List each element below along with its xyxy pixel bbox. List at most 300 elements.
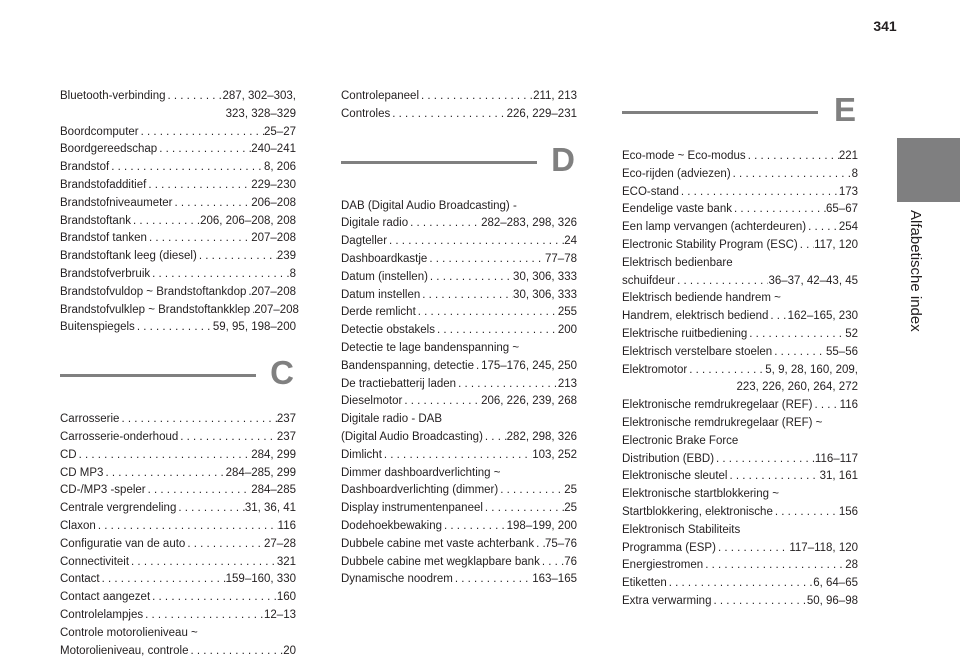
dot-leader	[129, 554, 277, 572]
index-row	[60, 482, 296, 500]
index-entry	[341, 500, 577, 518]
index-entry	[622, 166, 858, 184]
index-entry	[622, 255, 858, 291]
chapter-side-label: Alfabetische index	[907, 210, 924, 332]
dot-leader	[428, 269, 513, 287]
index-term: Elektronische remdrukregelaar (REF) ~	[622, 416, 823, 429]
index-entry	[60, 284, 296, 302]
index-entry	[622, 237, 858, 255]
index-entry	[622, 201, 858, 219]
index-term: Display instrumentenpaneel	[341, 502, 483, 515]
index-row	[341, 518, 577, 536]
index-term: CD-/MP3 -speler	[60, 484, 146, 497]
dot-leader	[420, 287, 513, 305]
index-page-refs: 27–28	[264, 537, 296, 550]
dot-leader	[456, 376, 558, 394]
dot-leader	[103, 465, 225, 483]
dot-leader	[185, 536, 264, 554]
index-term: Brandstofvulklep ~ Brandstoftankklep	[60, 303, 251, 316]
dot-leader	[732, 201, 826, 219]
dot-leader	[812, 397, 839, 415]
dot-leader	[773, 504, 839, 522]
index-term: Carrosserie	[60, 413, 120, 426]
dot-leader	[675, 273, 768, 291]
index-entry	[60, 159, 296, 177]
dot-leader	[197, 248, 277, 266]
dot-leader	[483, 500, 564, 518]
index-term: Dodehoekbewaking	[341, 519, 443, 532]
index-row	[622, 326, 858, 344]
index-page-refs: 206, 206–208, 208	[200, 214, 296, 227]
index-column-1	[60, 88, 299, 660]
index-entry	[341, 251, 577, 269]
index-page-refs: 282–283, 298, 326	[481, 217, 577, 230]
index-term: Controlelampjes	[60, 608, 144, 621]
index-entry	[60, 607, 296, 625]
index-entry	[622, 290, 858, 326]
index-entry	[622, 486, 858, 522]
index-page-refs: 77–78	[545, 252, 577, 265]
index-term: Elektrisch verstelbare stoelen	[622, 345, 773, 358]
index-term: Buitenspiegels	[60, 321, 135, 334]
index-term: Brandstof tanken	[60, 232, 147, 245]
index-term: Elektronisch Stabiliteits	[622, 523, 741, 536]
index-row	[622, 451, 858, 469]
dot-leader	[483, 429, 507, 447]
index-page-refs: 240–241	[251, 143, 296, 156]
index-page-refs: 75–76	[545, 537, 577, 550]
index-row	[60, 141, 296, 159]
index-term: Bluetooth-verbinding	[60, 90, 166, 102]
dot-leader	[408, 215, 481, 233]
section-divider	[341, 161, 537, 164]
index-term: Claxon	[60, 519, 96, 532]
index-term: Motorolieniveau, controle	[60, 644, 189, 657]
index-entry	[60, 589, 296, 607]
index-term: Elektromotor	[622, 363, 688, 376]
index-row	[622, 273, 858, 291]
index-entry	[341, 233, 577, 251]
dot-leader	[119, 411, 276, 429]
dot-leader	[390, 106, 506, 124]
index-page-refs: 239	[276, 250, 296, 263]
index-entry	[60, 554, 296, 572]
index-page-refs: 5, 9, 28, 160, 209,	[765, 363, 858, 376]
index-row	[60, 500, 296, 518]
index-page-refs: 28	[845, 559, 858, 572]
index-row	[341, 376, 577, 394]
index-row	[60, 284, 296, 302]
index-row	[341, 447, 577, 465]
index-term: CD MP3	[60, 466, 104, 479]
index-term: Startblokkering, elektronische	[622, 505, 773, 518]
page-number: 341	[873, 18, 897, 34]
index-term: Brandstofniveaumeter	[60, 196, 173, 209]
index-row	[341, 304, 577, 322]
index-row	[341, 554, 577, 572]
index-page-refs: 20	[283, 644, 296, 657]
index-term: Elektronische remdrukregelaar (REF)	[622, 399, 813, 412]
index-page-refs: 59, 95, 198–200	[212, 321, 296, 334]
index-term: Brandstofvuldop ~ Brandstoftankdop	[60, 285, 247, 298]
index-page-refs: 284, 299	[251, 448, 296, 461]
index-term: Brandstoftank leeg (diesel)	[60, 250, 197, 263]
index-entry	[60, 195, 296, 213]
index-term: Energiestromen	[622, 559, 704, 572]
index-term: Controles	[341, 107, 391, 120]
index-row	[622, 593, 858, 611]
index-page-refs: 55–56	[826, 345, 858, 358]
index-page-refs: 8	[289, 267, 296, 280]
index-entry	[341, 322, 577, 340]
index-entry	[622, 326, 858, 344]
index-row	[622, 184, 858, 202]
index-entry	[622, 415, 858, 468]
index-row	[341, 571, 577, 589]
dot-leader	[474, 358, 481, 376]
index-row	[622, 344, 858, 362]
index-row	[60, 411, 296, 429]
dot-leader	[419, 88, 533, 106]
index-page-refs: 65–67	[826, 203, 858, 216]
section-header	[622, 88, 858, 142]
index-term: Eco-mode ~ Eco-modus	[622, 150, 746, 162]
index-page-refs: 25	[564, 502, 577, 515]
index-page-refs: 287, 302–303,	[222, 90, 296, 102]
index-entry	[60, 411, 296, 429]
section-letter: C	[270, 354, 294, 392]
dot-leader	[453, 571, 532, 589]
index-term: Elektrisch bedienbare	[622, 256, 733, 269]
index-page-refs: 198–199, 200	[506, 519, 577, 532]
index-page-refs: 255	[557, 306, 577, 319]
dot-leader	[806, 219, 839, 237]
index-row	[341, 215, 577, 233]
dot-leader	[534, 536, 545, 554]
dot-leader	[147, 230, 251, 248]
index-entry	[341, 287, 577, 305]
index-term: Dimmer dashboardverlichting ~	[341, 466, 501, 479]
index-entry	[60, 248, 296, 266]
dot-leader	[189, 643, 284, 660]
index-column-3	[622, 88, 858, 611]
dot-leader	[687, 362, 765, 380]
index-term: Elektronische startblokkering ~	[622, 488, 779, 501]
index-row	[60, 589, 296, 607]
index-term: Brandstofadditief	[60, 178, 147, 191]
index-entry	[60, 124, 296, 142]
dot-leader	[498, 482, 564, 500]
index-term: Brandstof	[60, 161, 110, 174]
index-entry	[60, 141, 296, 159]
index-entry	[341, 393, 577, 411]
index-term: Handrem, elektrisch bediend	[622, 310, 769, 323]
index-term: Detectie obstakels	[341, 324, 435, 337]
index-term: Dubbele cabine met vaste achterbank	[341, 537, 535, 550]
index-entry	[341, 304, 577, 322]
index-term: Eendelige vaste bank	[622, 203, 732, 216]
index-page-refs: 207–208	[251, 285, 296, 298]
index-term: Electronic Stability Program (ESC)	[622, 238, 798, 251]
index-row	[622, 201, 858, 219]
index-term: Datum (instellen)	[341, 270, 428, 283]
dot-leader	[135, 319, 213, 337]
index-term: Controle motorolieniveau ~	[60, 626, 198, 639]
index-entry	[622, 575, 858, 593]
index-page-refs: 226, 229–231	[506, 107, 577, 120]
index-page-refs: 117, 120	[814, 238, 858, 251]
index-entry	[60, 429, 296, 447]
index-row	[622, 557, 858, 575]
index-page-refs: 25	[564, 484, 577, 497]
index-row	[341, 88, 577, 106]
index-term: Eco-rijden (adviezen)	[622, 167, 731, 180]
index-row	[341, 269, 577, 287]
index-term: Detectie te lage bandenspanning ~	[341, 341, 520, 354]
index-entry	[60, 266, 296, 284]
index-entry	[622, 522, 858, 558]
index-entry	[622, 184, 858, 202]
dot-leader	[146, 482, 252, 500]
index-term: (Digital Audio Broadcasting)	[341, 430, 483, 443]
index-row	[60, 248, 296, 266]
index-term: Configuratie van de auto	[60, 537, 186, 550]
index-term: CD	[60, 448, 77, 461]
section-header	[60, 351, 296, 405]
index-page-refs: 24	[564, 235, 577, 248]
index-page-refs: 117–118, 120	[789, 541, 858, 554]
index-entry	[622, 468, 858, 486]
index-row	[341, 429, 577, 447]
dot-leader	[427, 251, 545, 269]
index-row	[341, 358, 577, 376]
index-row	[60, 518, 296, 536]
index-term: Datum instellen	[341, 288, 421, 301]
index-page-refs: 173	[838, 185, 858, 198]
index-page-refs: 30, 306, 333	[513, 288, 577, 301]
index-row	[622, 540, 858, 558]
dot-leader	[442, 518, 507, 536]
index-term: ECO-stand	[622, 185, 679, 198]
index-term: Boordgereedschap	[60, 143, 158, 156]
index-term: Brandstoftank	[60, 214, 131, 227]
index-page-refs: 206–208	[251, 196, 296, 209]
index-page-refs: 8	[851, 167, 858, 180]
dot-leader	[150, 266, 289, 284]
index-page-refs: 116	[277, 519, 296, 532]
index-row	[341, 251, 577, 269]
index-entry	[622, 219, 858, 237]
index-term: Dimlicht	[341, 448, 382, 461]
index-page-refs-continued: 223, 226, 260, 264, 272	[736, 381, 858, 394]
index-term: Brandstofverbruik	[60, 267, 151, 280]
index-term: Bandenspanning, detectie	[341, 359, 474, 372]
dot-leader	[747, 326, 845, 344]
index-page-refs: 6, 64–65	[813, 577, 858, 590]
index-entry	[622, 557, 858, 575]
dot-leader	[143, 607, 264, 625]
index-term: Boordcomputer	[60, 125, 139, 138]
index-term: Dagteller	[341, 235, 388, 248]
index-entry	[341, 88, 577, 106]
index-entry	[60, 177, 296, 195]
index-term: Extra verwarming	[622, 594, 712, 607]
index-row	[622, 468, 858, 486]
index-page-refs: 284–285	[251, 484, 296, 497]
index-page-refs: 116	[839, 399, 858, 412]
index-row	[60, 465, 296, 483]
index-row	[60, 429, 296, 447]
index-row	[622, 308, 858, 326]
index-row	[622, 219, 858, 237]
dot-leader	[387, 233, 564, 251]
dot-leader	[798, 237, 814, 255]
dot-leader	[746, 148, 839, 166]
index-term: Derde remlicht	[341, 306, 416, 319]
index-entry	[341, 536, 577, 554]
index-page-refs: 284–285, 299	[225, 466, 296, 479]
index-term: Digitale radio	[341, 217, 409, 230]
dot-leader	[146, 177, 251, 195]
index-page-refs: 12–13	[264, 608, 296, 621]
index-term: Dynamische noodrem	[341, 573, 453, 586]
index-row	[60, 213, 296, 231]
index-page-refs: 211, 213	[533, 90, 577, 102]
index-row	[60, 124, 296, 142]
index-entry	[622, 148, 858, 166]
index-row	[622, 504, 858, 522]
dot-leader	[176, 500, 244, 518]
index-entry	[60, 500, 296, 518]
index-page-refs: 76	[564, 555, 577, 568]
index-page-refs: 213	[557, 377, 577, 390]
index-term: Elektrische ruitbediening	[622, 327, 748, 340]
section-letter: D	[551, 140, 575, 178]
index-entry	[341, 447, 577, 465]
index-term: Carrosserie-onderhoud	[60, 430, 179, 443]
index-term: Contact	[60, 573, 100, 586]
index-page-refs: 207–208	[254, 303, 299, 316]
dot-leader	[435, 322, 558, 340]
index-entry	[341, 554, 577, 572]
index-page-refs: 254	[838, 221, 858, 234]
index-row	[60, 319, 296, 337]
index-page-refs: 103, 252	[532, 448, 577, 461]
index-entry	[341, 518, 577, 536]
index-entry	[60, 518, 296, 536]
index-row	[60, 195, 296, 213]
index-page-refs: 50, 96–98	[806, 594, 858, 607]
dot-leader	[703, 557, 845, 575]
index-term: Controlepaneel	[341, 90, 420, 102]
index-term: Contact aangezet	[60, 591, 151, 604]
index-entry	[60, 230, 296, 248]
dot-leader	[711, 593, 806, 611]
index-entry	[341, 106, 577, 124]
index-entry	[622, 593, 858, 611]
section-header	[341, 138, 577, 192]
index-page-refs: 159–160, 330	[225, 573, 296, 586]
index-row	[60, 571, 296, 589]
index-entry	[60, 536, 296, 554]
dot-leader	[402, 393, 481, 411]
index-term: Connectiviteit	[60, 555, 130, 568]
index-row	[622, 362, 858, 380]
index-row	[60, 159, 296, 177]
index-page-refs: 221	[838, 150, 858, 162]
dot-leader	[772, 344, 826, 362]
index-row	[60, 554, 296, 572]
index-page-refs: 175–176, 245, 250	[481, 359, 577, 372]
index-row	[341, 233, 577, 251]
index-page-refs: 200	[557, 324, 577, 337]
index-row	[341, 536, 577, 554]
index-term: Dieselmotor	[341, 395, 403, 408]
index-row	[622, 575, 858, 593]
dot-leader	[416, 304, 558, 322]
index-page-refs: 8, 206	[264, 161, 296, 174]
dot-leader	[150, 589, 277, 607]
index-term: Dashboardverlichting (dimmer)	[341, 484, 499, 497]
dot-leader	[178, 429, 277, 447]
index-page-refs: 206, 226, 239, 268	[481, 395, 577, 408]
chapter-tab-marker	[897, 138, 960, 202]
section-divider	[60, 374, 256, 377]
index-page-refs: 31, 36, 41	[244, 502, 296, 515]
index-entry	[341, 269, 577, 287]
index-row	[341, 393, 577, 411]
index-entry	[60, 319, 296, 337]
index-term: Centrale vergrendeling	[60, 502, 177, 515]
index-row	[341, 106, 577, 124]
index-page-refs: 30, 306, 333	[513, 270, 577, 283]
index-row	[60, 536, 296, 554]
index-column-2	[341, 88, 577, 589]
index-term: Elektrisch bediende handrem ~	[622, 292, 781, 305]
index-page-refs: 163–165	[532, 573, 577, 586]
index-page-refs: 160	[276, 591, 296, 604]
index-row	[60, 447, 296, 465]
index-row	[622, 397, 858, 415]
index-page-refs: 162–165, 230	[787, 310, 858, 323]
index-row	[341, 482, 577, 500]
dot-leader	[139, 124, 264, 142]
index-term: Programma (ESP)	[622, 541, 716, 554]
index-page-refs: 36–37, 42–43, 45	[768, 274, 858, 287]
index-entry	[622, 397, 858, 415]
index-entry	[341, 340, 577, 376]
index-row	[60, 177, 296, 195]
index-page-refs: 237	[276, 413, 296, 426]
dot-leader	[679, 184, 839, 202]
index-entry	[341, 411, 577, 447]
dot-leader	[667, 575, 813, 593]
index-row	[622, 148, 858, 166]
index-entry	[60, 625, 296, 660]
index-page-refs: 321	[276, 555, 296, 568]
dot-leader	[131, 213, 200, 231]
index-row	[60, 266, 296, 284]
index-term: Digitale radio - DAB	[341, 413, 442, 426]
section-letter: E	[833, 91, 856, 128]
index-page-refs: 116–117	[814, 452, 858, 465]
dot-leader	[109, 159, 264, 177]
index-row	[622, 237, 858, 255]
section-divider	[622, 111, 818, 114]
index-page-refs: 237	[276, 430, 296, 443]
index-page-refs: 31, 161	[819, 470, 858, 483]
index-page-refs: 25–27	[264, 125, 296, 138]
